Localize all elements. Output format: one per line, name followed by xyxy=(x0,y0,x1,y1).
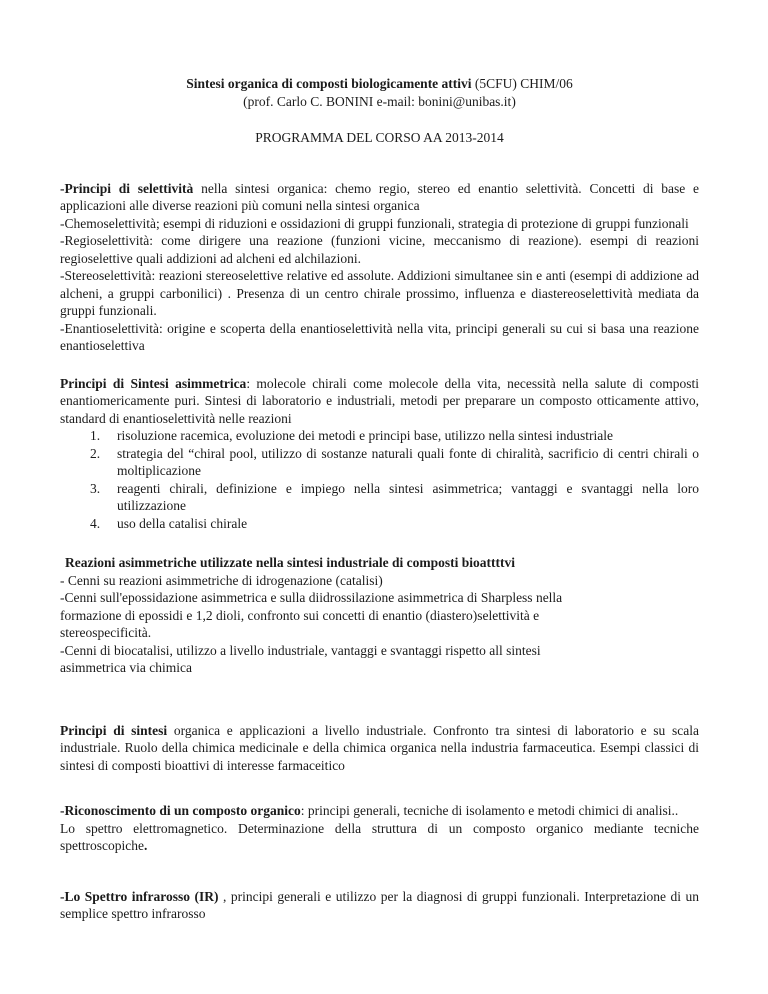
enantioselectivity-paragraph: -Enantioselettività: origine e scoperta della enantioselettività nella vita, principi generali su cui si basa una reazione enantioselettiva xyxy=(60,320,699,353)
list-item xyxy=(60,515,699,533)
section-ir-spectrum xyxy=(60,888,699,923)
selectivity-intro-paragraph xyxy=(60,180,699,215)
recognition-lead-bold: -Riconoscimento di un composto organico xyxy=(60,803,301,818)
industrial-line: formazione di epossidi e 1,2 dioli, confronto sui concetti di enantio (diastero)selettività e xyxy=(60,607,540,623)
ir-paragraph xyxy=(60,888,699,923)
list-item-text: risoluzione racemica, evoluzione dei metodi e principi base, utilizzo nella sintesi industriale xyxy=(117,428,613,443)
section-industrial-reactions xyxy=(60,554,699,677)
spectrum-paragraph xyxy=(60,820,699,855)
section-compound-recognition xyxy=(60,802,699,855)
list-item-text: reagenti chirali, definizione e impiego nella sintesi asimmetrica; vantaggi e svantaggi nella loro utilizzazione xyxy=(117,480,699,513)
list-item-text: strategia del “chiral pool, utilizzo di sostanze naturali quali fonte di chiralità, sacrificio di centri chirali o moltiplicazione xyxy=(117,445,699,478)
section-selectivity xyxy=(60,180,699,355)
industrial-line: asimmetrica via chimica xyxy=(60,660,192,675)
selectivity-lead-text: nella sintesi organica: chemo regio, stereo ed enantio selettività. Concetti di base e applicazioni alle diverse reazioni più comuni nella sintesi organica xyxy=(60,180,700,213)
course-credits: (5CFU) CHIM/06 xyxy=(471,76,573,91)
asymmetric-lead-text: : molecole chirali come molecole della vita, necessità nella salute di composti enantiomericamente puri. Sintesi di laboratorio e industriali, metodi per preparare un composto otticamente attivo, standard di enantioselettività nelle reazioni xyxy=(60,375,699,426)
list-item-number: 3. xyxy=(90,480,101,496)
principles-paragraph xyxy=(60,722,699,775)
selectivity-lead-bold: -Principi di selettività xyxy=(60,180,194,196)
program-title: PROGRAMMA DEL CORSO AA 2013-2014 xyxy=(255,130,504,145)
industrial-line: -Cenni di biocatalisi, utilizzo a livello industriale, vantaggi e svantaggi rispetto all sintesi xyxy=(60,642,541,658)
list-item xyxy=(60,480,699,515)
list-item xyxy=(60,427,699,445)
ir-lead-text: , principi generali e utilizzo per la diagnosi di gruppi funzionali. Interpretazione di un semplice spettro infrarosso xyxy=(60,888,699,921)
industrial-heading: Reazioni asimmetriche utilizzate nella sintesi industriale di composti bioattttvi xyxy=(65,555,515,570)
principles-lead-bold: Principi di sintesi xyxy=(60,722,168,738)
spectrum-bold-period: . xyxy=(143,838,148,853)
spectrum-text: Lo spettro elettromagnetico. Determinazione della struttura di un composto organico mediante tecniche spettroscopiche xyxy=(60,820,699,853)
industrial-line: stereospecificità. xyxy=(60,625,152,640)
list-item-number: 1. xyxy=(90,428,101,443)
section-synthesis-principles xyxy=(60,722,699,775)
asymmetric-lead-bold: Principi di Sintesi asimmetrica xyxy=(60,375,247,391)
asymmetric-intro-paragraph xyxy=(60,375,699,428)
principles-lead-text: organica e applicazioni a livello industriale. Confronto tra sintesi di laboratorio e su scala industriale. Ruolo della chimica medicinale e della chimica organica nella industria farmaceutica. Esempi classici di sintesi di composti bioattivi di interesse farmaceitico xyxy=(60,722,699,773)
recognition-lead-text: : principi generali, tecniche di isolamento e metodi chimici di analisi.. xyxy=(300,803,679,818)
section-asymmetric-synthesis xyxy=(60,375,699,533)
list-item-number: 2. xyxy=(90,445,101,461)
regioselectivity-paragraph: -Regioselettività: come dirigere una reazione (funzioni vicine, meccanismo di reazione). esempi di reazioni regioselettive quali addizioni ad alcheni ed alchilazioni. xyxy=(60,233,699,266)
professor-byline: (prof. Carlo C. BONINI e-mail: bonini@unibas.it) xyxy=(243,93,516,109)
stereoselectivity-paragraph: -Stereoselettività: reazioni stereoselettive relative ed assolute. Addizioni simultanee sin e anti (esempi di addizione ad alcheni, a gruppi carbonilici) . Presenza di un centro chirale prossimo, influenza e diastereoselettività mediata da gruppi funzionali. xyxy=(60,268,699,318)
document-header xyxy=(60,75,699,147)
industrial-line: -Cenni sull'epossidazione asimmetrica e sulla diidrossilazione asimmetrica di Sharpless nella xyxy=(60,590,563,605)
course-title-line xyxy=(60,75,699,93)
list-item-text: uso della catalisi chirale xyxy=(117,515,248,531)
ir-lead-bold: -Lo Spettro infrarosso (IR) xyxy=(60,888,219,904)
recognition-intro-paragraph xyxy=(60,802,699,820)
list-item xyxy=(60,445,699,480)
chemoselectivity-paragraph: -Chemoselettività; esempi di riduzioni e ossidazioni di gruppi funzionali, strategia di protezione di gruppi funzionali xyxy=(60,215,689,231)
course-title: Sintesi organica di composti biologicamente attivi xyxy=(186,76,472,91)
list-item-number: 4. xyxy=(90,515,101,531)
industrial-line: - Cenni su reazioni asimmetriche di idrogenazione (catalisi) xyxy=(60,572,383,588)
asymmetric-numbered-list xyxy=(60,427,699,532)
